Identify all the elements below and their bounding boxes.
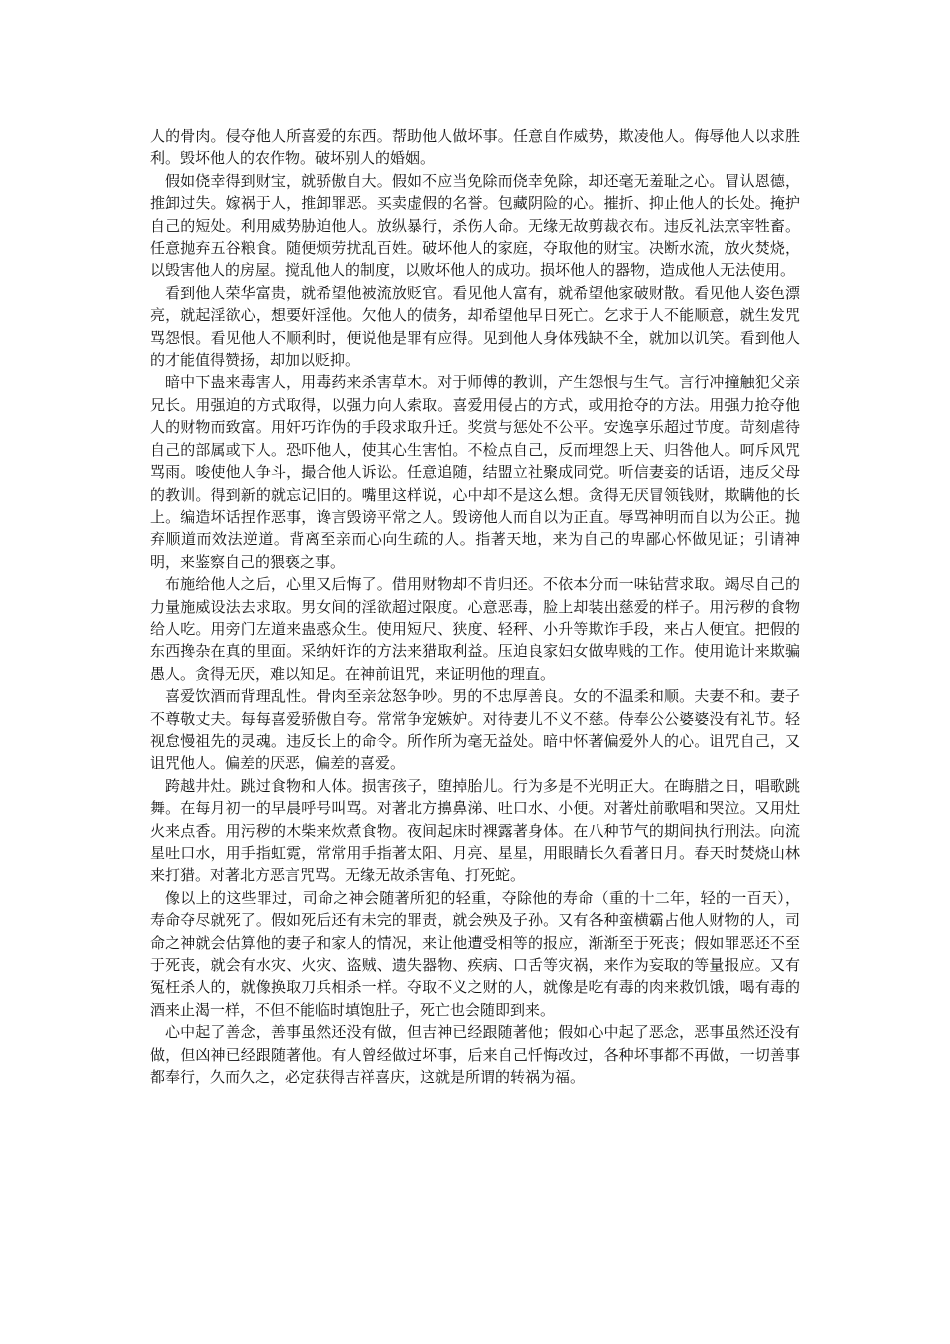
paragraph-4: 暗中下蛊来毒害人，用毒药来杀害草木。对于师傅的教训，产生怨恨与生气。言行冲撞触犯父亲兄长。用强迫的方式取得，以强力向人索取。喜爱用侵占的方式，或用抢夺的方法。用强力抢夺他人的财物而致富。用奸巧诈伪的手段求取升迁。奖赏与惩处不公平。安逸享乐超过节度。苛刻虐待自己的部属或下人。恐吓他人，使其心生害怕。不检点自己，反而埋怨上天、归咎他人。呵斥风咒骂雨。唆使他人争斗，撮合他人诉讼。任意追随，结盟立社聚成同党。听信妻妾的话语，违反父母的教训。得到新的就忘记旧的。嘴里这样说，心中却不是这么想。贪得无厌冒领钱财，欺瞒他的长上。编造坏话捏作恶事，谗言毁谤平常之人。毁谤他人而自以为正直。辱骂神明而自以为公正。抛弃顺道而效法逆道。背离至亲而心向生疏的人。指著天地，来为自己的卑鄙心怀做见证；引请神明，来鉴察自己的猥亵之事。 (150, 373, 800, 571)
paragraph-7: 跨越井灶。跳过食物和人体。损害孩子，堕掉胎儿。行为多是不光明正大。在晦腊之日，唱歌跳舞。在每月初一的早晨呼号叫骂。对著北方擤鼻涕、吐口水、小便。对著灶前歌唱和哭泣。又用灶火来点香。用污秽的木柴来炊煮食物。夜间起床时裸露著身体。在八种节气的期间执行刑法。向流星吐口水，用手指虹霓，常常用手指著太阳、月亮、星星，用眼睛长久看著日月。春天时焚烧山林来打猎。对著北方恶言咒骂。无缘无故杀害龟、打死蛇。 (150, 776, 800, 885)
paragraph-6: 喜爱饮酒而背理乱性。骨肉至亲忿怒争吵。男的不忠厚善良。女的不温柔和顺。夫妻不和。妻子不尊敬丈夫。每每喜爱骄傲自夸。常常争宠嫉妒。对待妻儿不义不慈。侍奉公公婆婆没有礼节。轻视怠慢祖先的灵魂。违反长上的命令。所作所为毫无益处。暗中怀著偏爱外人的心。诅咒自己，又诅咒他人。偏差的厌恶，偏差的喜爱。 (150, 687, 800, 773)
paragraph-9: 心中起了善念，善事虽然还没有做，但吉神已经跟随著他；假如心中起了恶念，恶事虽然还没有做，但凶神已经跟随著他。有人曾经做过坏事，后来自己忏悔改过，各种坏事都不再做，一切善事都奉行，久而久之，必定获得吉祥喜庆，这就是所谓的转祸为福。 (150, 1023, 800, 1087)
paragraph-3: 看到他人荣华富贵，就希望他被流放贬官。看见他人富有，就希望他家破财散。看见他人姿色漂亮，就起淫欲心，想要奸淫他。欠他人的债务，却希望他早日死亡。乞求于人不能顺意，就生发咒骂怨恨。看见他人不顺利时，便说他是罪有应得。见到他人身体残缺不全，就加以讥笑。看到他人的才能值得赞扬，却加以贬抑。 (150, 283, 800, 370)
paragraph-1: 人的骨肉。侵夺他人所喜爱的东西。帮助他人做坏事。任意自作威势，欺凌他人。侮辱他人以求胜利。毁坏他人的农作物。破坏别人的婚姻。 (150, 127, 800, 168)
paragraph-5: 布施给他人之后，心里又后悔了。借用财物却不肯归还。不依本分而一味钻营求取。竭尽自己的力量施威设法去求取。男女间的淫欲超过限度。心意恶毒，脸上却装出慈爱的样子。用污秽的食物给人吃。用旁门左道来蛊惑众生。使用短尺、狭度、轻秤、小升等欺诈手段，来占人便宜。把假的东西搀杂在真的里面。采纳奸诈的方法来猎取利益。压迫良家妇女做卑贱的工作。使用诡计来欺骗愚人。贪得无厌，难以知足。在神前诅咒，来证明他的理直。 (150, 575, 800, 683)
paragraph-2: 假如侥幸得到财宝，就骄傲自大。假如不应当免除而侥幸免除，却还毫无羞耻之心。冒认恩德，推卸过失。嫁祸于人，推卸罪恶。买卖虚假的名誉。包藏阴险的心。摧折、抑止他人的长处。掩护自己的短处。利用威势胁迫他人。放纵暴行，杀伤人命。无缘无故剪裁衣布。违反礼法烹宰牲畜。任意抛弃五谷粮食。随便烦劳扰乱百姓。破坏他人的家庭，夺取他的财宝。决断水流，放火焚烧，以毁害他人的房屋。搅乱他人的制度，以败坏他人的成功。损坏他人的器物，造成他人无法使用。 (150, 171, 800, 280)
paragraph-8: 像以上的这些罪过，司命之神会随著所犯的轻重，夺除他的寿命（重的十二年，轻的一百天），寿命夺尽就死了。假如死后还有未完的罪责，就会殃及子孙。又有各种蛮横霸占他人财物的人，司命之神就会估算他的妻子和家人的情况，来让他遭受相等的报应，渐渐至于死丧；假如罪恶还不至于死丧，就会有水灾、火灾、盗贼、遗失器物、疾病、口舌等灾祸，来作为妄取的等量报应。又有冤枉杀人的，就像换取刀兵相杀一样。夺取不义之财的人，就像是吃有毒的肉来救饥饿，喝有毒的酒来止渴一样，不但不能临时填饱肚子，死亡也会随即到来。 (150, 888, 800, 1019)
body-text (150, 125, 800, 1088)
